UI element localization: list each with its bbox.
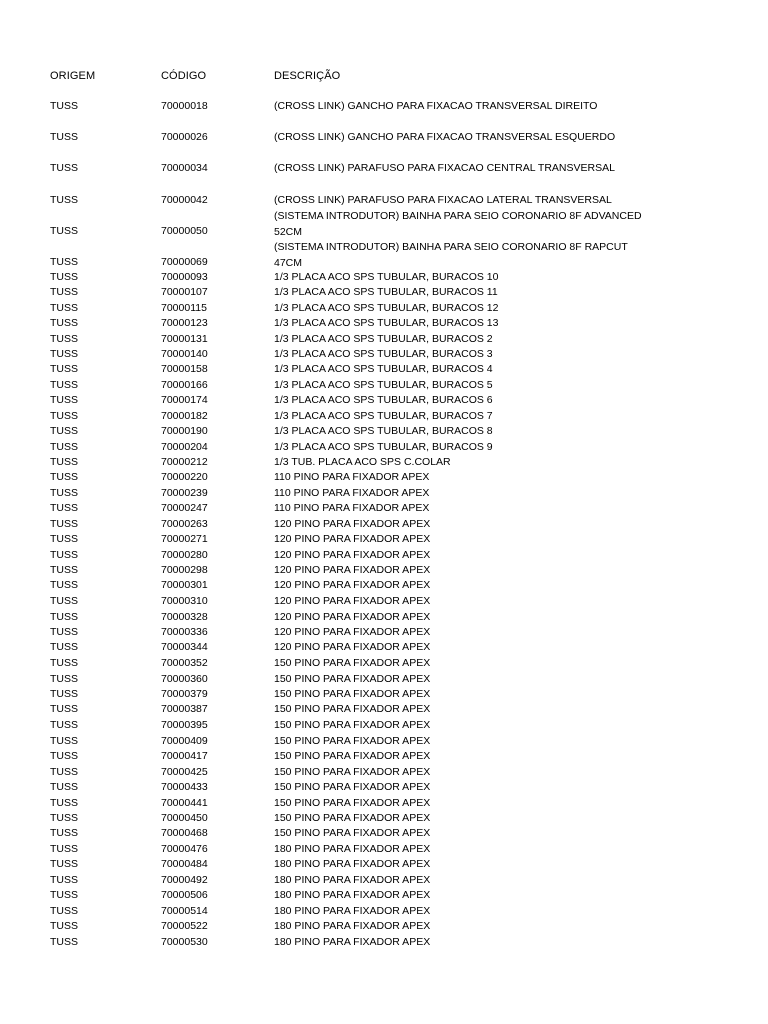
cell-descricao: 1/3 PLACA ACO SPS TUBULAR, BURACOS 13 bbox=[274, 317, 499, 329]
cell-descricao: 120 PINO PARA FIXADOR APEX bbox=[274, 579, 431, 591]
cell-origem: TUSS bbox=[50, 333, 79, 345]
cell-origem: TUSS bbox=[50, 673, 79, 685]
table-row bbox=[0, 919, 768, 933]
cell-descricao: 1/3 PLACA ACO SPS TUBULAR, BURACOS 3 bbox=[274, 348, 493, 360]
cell-codigo: 70000093 bbox=[161, 271, 208, 283]
cell-origem: TUSS bbox=[50, 502, 79, 514]
header-codigo: CÓDIGO bbox=[161, 70, 207, 82]
table-row bbox=[0, 130, 768, 144]
cell-origem: TUSS bbox=[50, 688, 79, 700]
cell-descricao: (CROSS LINK) GANCHO PARA FIXACAO TRANSVERSAL DIREITO bbox=[274, 100, 598, 112]
table-row bbox=[0, 904, 768, 918]
table-row bbox=[0, 826, 768, 840]
cell-descricao: 150 PINO PARA FIXADOR APEX bbox=[274, 673, 431, 685]
cell-codigo: 70000301 bbox=[161, 579, 208, 591]
cell-codigo: 70000271 bbox=[161, 533, 208, 545]
cell-origem: TUSS bbox=[50, 657, 79, 669]
cell-origem: TUSS bbox=[50, 425, 79, 437]
cell-codigo: 70000280 bbox=[161, 549, 208, 561]
table-row bbox=[0, 842, 768, 856]
cell-descricao: 1/3 PLACA ACO SPS TUBULAR, BURACOS 8 bbox=[274, 425, 493, 437]
table-row bbox=[0, 285, 768, 299]
cell-origem: TUSS bbox=[50, 905, 79, 917]
table-row bbox=[0, 241, 768, 269]
cell-descricao: 180 PINO PARA FIXADOR APEX bbox=[274, 889, 431, 901]
cell-descricao: 1/3 PLACA ACO SPS TUBULAR, BURACOS 6 bbox=[274, 394, 493, 406]
cell-descricao: 110 PINO PARA FIXADOR APEX bbox=[274, 471, 430, 483]
cell-descricao: 120 PINO PARA FIXADOR APEX bbox=[274, 518, 431, 530]
table-row bbox=[0, 362, 768, 376]
cell-codigo: 70000107 bbox=[161, 286, 208, 298]
cell-codigo: 70000352 bbox=[161, 657, 208, 669]
cell-descricao: 180 PINO PARA FIXADOR APEX bbox=[274, 843, 431, 855]
table-row bbox=[0, 888, 768, 902]
cell-origem: TUSS bbox=[50, 317, 79, 329]
cell-origem: TUSS bbox=[50, 812, 79, 824]
table-row bbox=[0, 517, 768, 531]
table-row bbox=[0, 501, 768, 515]
cell-codigo: 70000220 bbox=[161, 471, 208, 483]
cell-codigo: 70000034 bbox=[161, 162, 208, 174]
cell-descricao: 150 PINO PARA FIXADOR APEX bbox=[274, 781, 431, 793]
table-row bbox=[0, 440, 768, 454]
table-row bbox=[0, 857, 768, 871]
cell-codigo: 70000182 bbox=[161, 410, 208, 422]
cell-origem: TUSS bbox=[50, 595, 79, 607]
cell-origem: TUSS bbox=[50, 564, 79, 576]
cell-descricao: 120 PINO PARA FIXADOR APEX bbox=[274, 549, 431, 561]
cell-codigo: 70000166 bbox=[161, 379, 208, 391]
table-row bbox=[0, 796, 768, 810]
cell-codigo: 70000204 bbox=[161, 441, 208, 453]
cell-codigo: 70000140 bbox=[161, 348, 208, 360]
cell-codigo: 70000344 bbox=[161, 641, 208, 653]
table-row bbox=[0, 486, 768, 500]
cell-origem: TUSS bbox=[50, 889, 79, 901]
cell-descricao: (SISTEMA INTRODUTOR) BAINHA PARA SEIO CORONARIO 8F ADVANCED 52CM bbox=[274, 210, 642, 238]
cell-origem: TUSS bbox=[50, 936, 79, 948]
cell-codigo: 70000123 bbox=[161, 317, 208, 329]
cell-origem: TUSS bbox=[50, 843, 79, 855]
table-row bbox=[0, 378, 768, 392]
table-row bbox=[0, 99, 768, 113]
cell-origem: TUSS bbox=[50, 131, 79, 143]
cell-descricao: (CROSS LINK) PARAFUSO PARA FIXACAO CENTRAL TRANSVERSAL bbox=[274, 162, 615, 174]
cell-descricao: 120 PINO PARA FIXADOR APEX bbox=[274, 564, 431, 576]
cell-codigo: 70000360 bbox=[161, 673, 208, 685]
cell-codigo: 70000450 bbox=[161, 812, 208, 824]
cell-codigo: 70000476 bbox=[161, 843, 208, 855]
cell-codigo: 70000263 bbox=[161, 518, 208, 530]
cell-origem: TUSS bbox=[50, 410, 79, 422]
cell-descricao: 120 PINO PARA FIXADOR APEX bbox=[274, 533, 431, 545]
table-row bbox=[0, 316, 768, 330]
cell-descricao: 180 PINO PARA FIXADOR APEX bbox=[274, 858, 431, 870]
cell-descricao: 1/3 PLACA ACO SPS TUBULAR, BURACOS 2 bbox=[274, 333, 493, 345]
cell-codigo: 70000174 bbox=[161, 394, 208, 406]
cell-origem: TUSS bbox=[50, 797, 79, 809]
cell-origem: TUSS bbox=[50, 641, 79, 653]
cell-descricao: 150 PINO PARA FIXADOR APEX bbox=[274, 766, 431, 778]
cell-codigo: 70000433 bbox=[161, 781, 208, 793]
cell-origem: TUSS bbox=[50, 487, 79, 499]
cell-origem: TUSS bbox=[50, 533, 79, 545]
cell-codigo: 70000336 bbox=[161, 626, 208, 638]
cell-codigo: 70000042 bbox=[161, 194, 208, 206]
cell-codigo: 70000492 bbox=[161, 874, 208, 886]
cell-codigo: 70000018 bbox=[161, 100, 208, 112]
cell-origem: TUSS bbox=[50, 271, 79, 283]
table-row bbox=[0, 873, 768, 887]
table-row bbox=[0, 640, 768, 654]
cell-origem: TUSS bbox=[50, 225, 79, 237]
cell-origem: TUSS bbox=[50, 735, 79, 747]
cell-descricao: 150 PINO PARA FIXADOR APEX bbox=[274, 812, 431, 824]
cell-descricao: 150 PINO PARA FIXADOR APEX bbox=[274, 827, 431, 839]
cell-descricao: 150 PINO PARA FIXADOR APEX bbox=[274, 719, 431, 731]
table-row bbox=[0, 734, 768, 748]
table-row bbox=[0, 455, 768, 469]
cell-origem: TUSS bbox=[50, 781, 79, 793]
cell-origem: TUSS bbox=[50, 626, 79, 638]
cell-origem: TUSS bbox=[50, 302, 79, 314]
cell-origem: TUSS bbox=[50, 827, 79, 839]
cell-codigo: 70000530 bbox=[161, 936, 208, 948]
cell-origem: TUSS bbox=[50, 100, 79, 112]
cell-descricao: 180 PINO PARA FIXADOR APEX bbox=[274, 905, 431, 917]
cell-descricao: 180 PINO PARA FIXADOR APEX bbox=[274, 936, 431, 948]
cell-descricao: 120 PINO PARA FIXADOR APEX bbox=[274, 611, 431, 623]
cell-origem: TUSS bbox=[50, 394, 79, 406]
cell-descricao: 150 PINO PARA FIXADOR APEX bbox=[274, 750, 431, 762]
cell-origem: TUSS bbox=[50, 256, 79, 268]
table-row bbox=[0, 193, 768, 207]
cell-origem: TUSS bbox=[50, 471, 79, 483]
cell-codigo: 70000328 bbox=[161, 611, 208, 623]
table-row bbox=[0, 610, 768, 624]
cell-codigo: 70000069 bbox=[161, 256, 208, 268]
cell-origem: TUSS bbox=[50, 518, 79, 530]
table-row bbox=[0, 811, 768, 825]
cell-origem: TUSS bbox=[50, 363, 79, 375]
cell-descricao: 110 PINO PARA FIXADOR APEX bbox=[274, 502, 430, 514]
table-row bbox=[0, 161, 768, 175]
table-row bbox=[0, 780, 768, 794]
cell-codigo: 70000417 bbox=[161, 750, 208, 762]
cell-codigo: 70000190 bbox=[161, 425, 208, 437]
cell-codigo: 70000050 bbox=[161, 225, 208, 237]
cell-descricao: (CROSS LINK) PARAFUSO PARA FIXACAO LATERAL TRANSVERSAL bbox=[274, 194, 612, 206]
cell-codigo: 70000425 bbox=[161, 766, 208, 778]
table-row bbox=[0, 749, 768, 763]
cell-descricao: 150 PINO PARA FIXADOR APEX bbox=[274, 797, 431, 809]
cell-codigo: 70000484 bbox=[161, 858, 208, 870]
cell-codigo: 70000212 bbox=[161, 456, 208, 468]
table-row bbox=[0, 656, 768, 670]
cell-codigo: 70000158 bbox=[161, 363, 208, 375]
cell-descricao: 1/3 PLACA ACO SPS TUBULAR, BURACOS 11 bbox=[274, 286, 498, 298]
cell-descricao: (SISTEMA INTRODUTOR) BAINHA PARA SEIO CORONARIO 8F RAPCUT 47CM bbox=[274, 241, 628, 269]
table-row bbox=[0, 210, 768, 238]
table-row bbox=[0, 548, 768, 562]
cell-descricao: 180 PINO PARA FIXADOR APEX bbox=[274, 874, 431, 886]
table-row bbox=[0, 393, 768, 407]
table-row bbox=[0, 765, 768, 779]
cell-origem: TUSS bbox=[50, 858, 79, 870]
cell-origem: TUSS bbox=[50, 611, 79, 623]
cell-descricao: 150 PINO PARA FIXADOR APEX bbox=[274, 735, 431, 747]
cell-descricao: 150 PINO PARA FIXADOR APEX bbox=[274, 703, 431, 715]
cell-codigo: 70000026 bbox=[161, 131, 208, 143]
cell-origem: TUSS bbox=[50, 920, 79, 932]
table-row bbox=[0, 718, 768, 732]
cell-codigo: 70000395 bbox=[161, 719, 208, 731]
table-row bbox=[0, 594, 768, 608]
header-descricao: DESCRIÇÃO bbox=[274, 70, 341, 82]
cell-codigo: 70000468 bbox=[161, 827, 208, 839]
cell-descricao: 150 PINO PARA FIXADOR APEX bbox=[274, 688, 431, 700]
table-row bbox=[0, 270, 768, 284]
cell-descricao: 120 PINO PARA FIXADOR APEX bbox=[274, 641, 431, 653]
table-row bbox=[0, 578, 768, 592]
cell-codigo: 70000409 bbox=[161, 735, 208, 747]
cell-codigo: 70000441 bbox=[161, 797, 208, 809]
table-row bbox=[0, 532, 768, 546]
cell-descricao: 1/3 PLACA ACO SPS TUBULAR, BURACOS 12 bbox=[274, 302, 499, 314]
cell-codigo: 70000298 bbox=[161, 564, 208, 576]
cell-origem: TUSS bbox=[50, 162, 79, 174]
cell-descricao: 150 PINO PARA FIXADOR APEX bbox=[274, 657, 431, 669]
table-row bbox=[0, 470, 768, 484]
cell-descricao: (CROSS LINK) GANCHO PARA FIXACAO TRANSVERSAL ESQUERDO bbox=[274, 131, 616, 143]
cell-origem: TUSS bbox=[50, 348, 79, 360]
cell-descricao: 1/3 PLACA ACO SPS TUBULAR, BURACOS 9 bbox=[274, 441, 493, 453]
cell-descricao: 1/3 PLACA ACO SPS TUBULAR, BURACOS 10 bbox=[274, 271, 499, 283]
table-row bbox=[0, 687, 768, 701]
cell-codigo: 70000239 bbox=[161, 487, 208, 499]
cell-origem: TUSS bbox=[50, 750, 79, 762]
cell-descricao: 1/3 PLACA ACO SPS TUBULAR, BURACOS 5 bbox=[274, 379, 493, 391]
cell-origem: TUSS bbox=[50, 719, 79, 731]
table-row bbox=[0, 301, 768, 315]
cell-origem: TUSS bbox=[50, 456, 79, 468]
cell-codigo: 70000131 bbox=[161, 333, 208, 345]
cell-codigo: 70000506 bbox=[161, 889, 208, 901]
cell-descricao: 180 PINO PARA FIXADOR APEX bbox=[274, 920, 431, 932]
cell-descricao: 1/3 TUB. PLACA ACO SPS C.COLAR bbox=[274, 456, 451, 468]
cell-codigo: 70000514 bbox=[161, 905, 208, 917]
cell-codigo: 70000310 bbox=[161, 595, 208, 607]
cell-origem: TUSS bbox=[50, 441, 79, 453]
cell-origem: TUSS bbox=[50, 549, 79, 561]
table-row bbox=[0, 625, 768, 639]
cell-origem: TUSS bbox=[50, 286, 79, 298]
cell-descricao: 120 PINO PARA FIXADOR APEX bbox=[274, 626, 431, 638]
cell-origem: TUSS bbox=[50, 874, 79, 886]
cell-origem: TUSS bbox=[50, 703, 79, 715]
table-row bbox=[0, 702, 768, 716]
cell-origem: TUSS bbox=[50, 379, 79, 391]
cell-codigo: 70000379 bbox=[161, 688, 208, 700]
cell-codigo: 70000115 bbox=[161, 302, 207, 314]
cell-origem: TUSS bbox=[50, 766, 79, 778]
cell-origem: TUSS bbox=[50, 579, 79, 591]
table-row bbox=[0, 347, 768, 361]
header-origem: ORIGEM bbox=[50, 70, 96, 82]
cell-descricao: 110 PINO PARA FIXADOR APEX bbox=[274, 487, 430, 499]
table-row bbox=[0, 935, 768, 949]
cell-codigo: 70000522 bbox=[161, 920, 208, 932]
cell-descricao: 1/3 PLACA ACO SPS TUBULAR, BURACOS 4 bbox=[274, 363, 493, 375]
cell-origem: TUSS bbox=[50, 194, 79, 206]
cell-codigo: 70000387 bbox=[161, 703, 208, 715]
table-row bbox=[0, 424, 768, 438]
table-row bbox=[0, 563, 768, 577]
cell-descricao: 1/3 PLACA ACO SPS TUBULAR, BURACOS 7 bbox=[274, 410, 493, 422]
table-row bbox=[0, 332, 768, 346]
table-row bbox=[0, 672, 768, 686]
table-row bbox=[0, 409, 768, 423]
cell-codigo: 70000247 bbox=[161, 502, 208, 514]
cell-descricao: 120 PINO PARA FIXADOR APEX bbox=[274, 595, 431, 607]
